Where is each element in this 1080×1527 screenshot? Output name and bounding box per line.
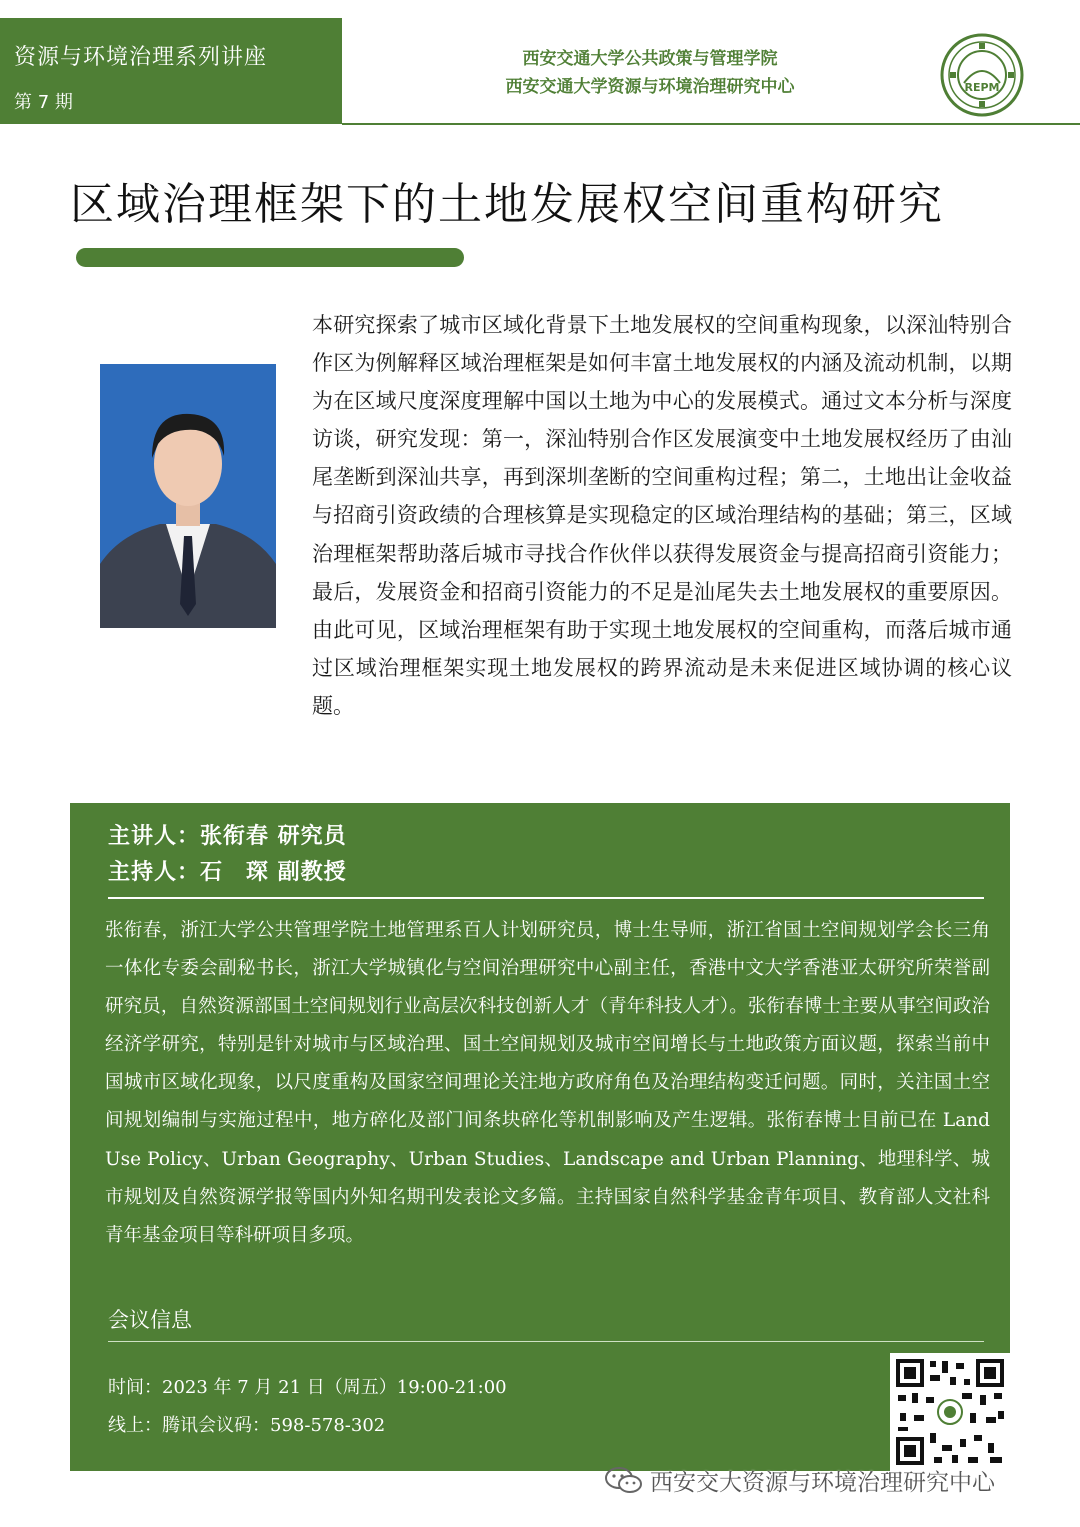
- host-name: 主持人：石 琛 副教授: [108, 860, 347, 885]
- meeting-info-heading: 会议信息: [108, 1308, 192, 1332]
- wechat-icon: [604, 1465, 644, 1495]
- logo-text: REPM: [964, 81, 1000, 94]
- qr-code[interactable]: [890, 1353, 1010, 1471]
- repm-logo: [940, 33, 1024, 117]
- panel-divider: [108, 897, 984, 899]
- organizer-line-1: 西安交通大学公共政策与管理学院: [522, 49, 778, 69]
- issue-number: 第 7 期: [14, 92, 73, 113]
- abstract-text: 本研究探索了城市区域化背景下土地发展权的空间重构现象，以深汕特别合作区为例解释区域治理框架是如何丰富土地发展权的内涵及流动机制，以期为在区域尺度深度理解中国以土地为中心的发展模式。通过文本分析与深度访谈，研究发现：第一，深汕特别合作区发展演变中土地发展权经历了由汕尾垄断到深汕共享，再到深圳垄断的空间重构过程；第二，土地出让金收益与招商引资政绩的合理核算是实现稳定的区域治理结构的基础；第三，区域治理框架帮助落后城市寻找合作伙伴以获得发展资金与提高招商引资能力；最后，发展资金和招商引资能力的不足是汕尾失去土地发展权的重要原因。由此可见，区域治理框架有助于实现土地发展权的空间重构，而落后城市通过区域治理框架实现土地发展权的跨界流动是未来促进区域协调的核心议题。: [312, 313, 1012, 718]
- series-banner: [0, 18, 342, 124]
- series-title: 资源与环境治理系列讲座: [14, 45, 268, 70]
- organizer-line-2: 西安交通大学资源与环境治理研究中心: [505, 77, 795, 97]
- header-divider: [342, 123, 1080, 125]
- portrait-illustration: [100, 364, 276, 628]
- speaker-name: 主讲人：张衔春 研究员: [108, 824, 347, 849]
- qr-code-graphic: [890, 1353, 1010, 1471]
- meeting-divider: [108, 1341, 984, 1342]
- meeting-online-code: 线上：腾讯会议码：598-578-302: [108, 1415, 386, 1436]
- watermark-text: 西安交大资源与环境治理研究中心: [650, 1469, 995, 1496]
- wechat-watermark: [604, 1463, 995, 1497]
- speaker-info-panel: [70, 803, 1010, 1471]
- title-underline-bar: [76, 248, 464, 267]
- meeting-time: 时间：2023 年 7 月 21 日（周五）19:00-21:00: [108, 1377, 507, 1398]
- speaker-bio: 张衔春，浙江大学公共管理学院土地管理系百人计划研究员，博士生导师，浙江省国土空间规划学会长三角一体化专委会副秘书长，浙江大学城镇化与空间治理研究中心副主任，香港中文大学香港亚太研究所荣誉副研究员，自然资源部国土空间规划行业高层次科技创新人才（青年科技人才）。张衔春博士主要从事空间政治经济学研究，特别是针对城市与区域治理、国土空间规划及城市空间增长与土地政策方面议题，探索当前中国城市区域化现象，以尺度重构及国家空间理论关注地方政府角色及治理结构变迁问题。同时，关注国土空间规划编制与实施过程中，地方碎化及部门间条块碎化等机制影响及产生逻辑。张衔春博士目前已在 Land Use Policy、Urban Geography、Urban Studies、Landscape and Urban Planning、地理科学、城市规划及自然资源学报等国内外知名期刊发表论文多篇。主持国家自然科学基金青年项目、教育部人文社科青年基金项目等科研项目多项。: [105, 920, 990, 1246]
- lecture-title: 区域治理框架下的土地发展权空间重构研究: [70, 179, 944, 230]
- speaker-photo: [100, 364, 276, 628]
